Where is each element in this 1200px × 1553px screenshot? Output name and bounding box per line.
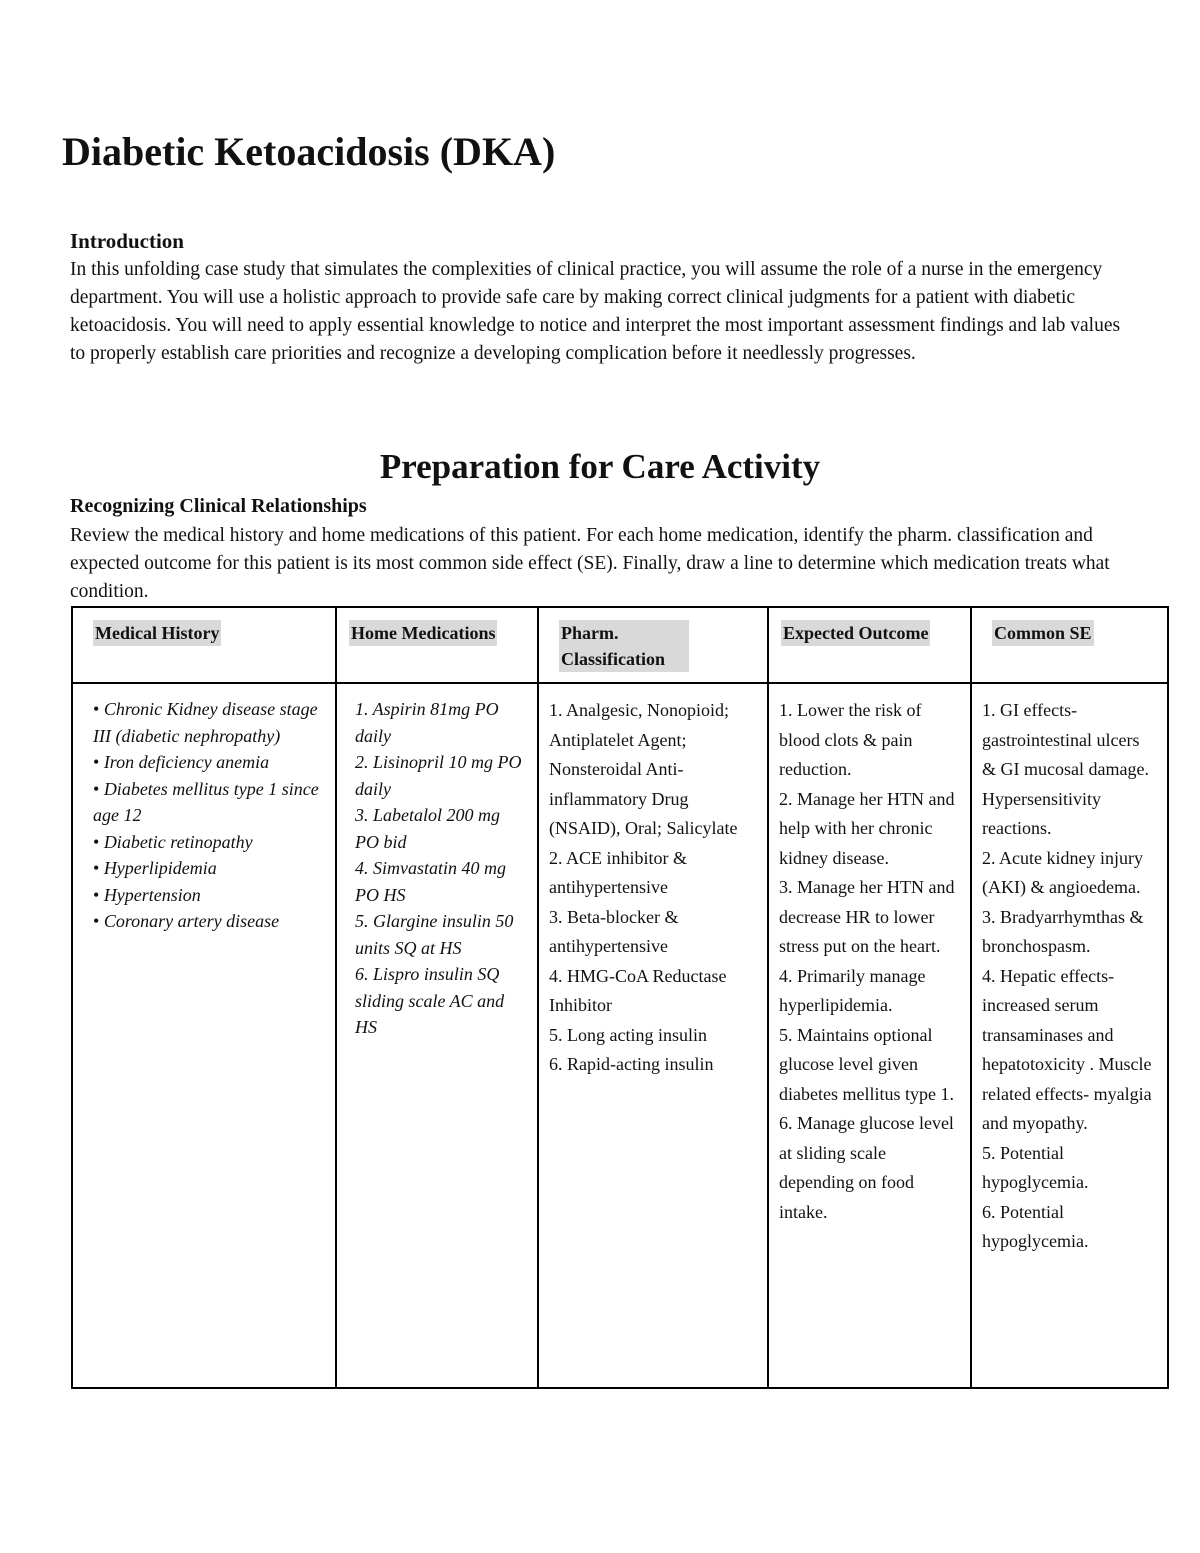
list-item: 6. Rapid-acting insulin xyxy=(549,1054,714,1074)
header-label: Medical History xyxy=(93,620,221,646)
bullet-icon: • xyxy=(93,884,100,905)
list-item: 3. Beta-blocker & antihypertensive xyxy=(549,906,679,956)
list-item: 2. Manage her HTN and help with her chronic kidney disease. xyxy=(779,788,955,868)
introduction-heading: Introduction xyxy=(70,229,184,253)
list-item: 6. Lispro insulin SQ sliding scale AC and HS xyxy=(355,964,505,1037)
home-medications-list xyxy=(337,696,537,1041)
list-item: 3. Labetalol 200 mg PO bid xyxy=(355,805,501,852)
bullet-icon: • xyxy=(93,778,100,799)
bullet-icon: • xyxy=(93,858,100,878)
list-item: • Iron deficiency anemia xyxy=(93,752,270,772)
pharm-classification-cell xyxy=(538,683,768,1388)
list-item: 4. Primarily manage hyperlipidemia. xyxy=(779,965,926,1015)
list-item: 5. Glargine insulin 50 units SQ at HS xyxy=(355,911,514,958)
home-medications-cell xyxy=(336,683,538,1388)
list-item: • Coronary artery disease xyxy=(93,911,280,931)
clinical-relationships-table xyxy=(71,606,1169,1389)
list-item: 2. ACE inhibitor & antihypertensive xyxy=(549,847,688,897)
list-item: 1. Lower the risk of blood clots & pain reduction. xyxy=(779,700,922,779)
section-title: Preparation for Care Activity xyxy=(379,447,821,486)
pharm-classification-list xyxy=(539,696,767,1080)
list-item: 1. GI effects- gastrointestinal ulcers & GI mucosal damage. Hypersensitivity reactions. xyxy=(982,700,1149,838)
list-item: • Diabetes mellitus type 1 since age 12 xyxy=(93,778,319,825)
list-item: 1. Analgesic, Nonopioid; Antiplatelet Agent; Nonsteroidal Anti-inflammatory Drug (NSAID), Oral; Salicylate xyxy=(549,700,738,838)
medical-history-list xyxy=(73,696,335,935)
list-item: 1. Aspirin 81mg PO daily xyxy=(355,699,499,746)
header-pharm-classification xyxy=(538,607,768,683)
list-item: 4. HMG-CoA Reductase Inhibitor xyxy=(549,965,727,1015)
table-header-row xyxy=(72,607,1168,683)
list-item: • Diabetic retinopathy xyxy=(93,831,253,852)
list-item: 4. Hepatic effects- increased serum transaminases and hepatotoxicity . Muscle related effects- myalgia and myopathy. xyxy=(982,965,1152,1133)
common-se-list xyxy=(972,696,1167,1257)
list-item: • Hyperlipidemia xyxy=(93,858,217,878)
header-label: Pharm. Classification xyxy=(559,620,689,672)
header-home-medications xyxy=(336,607,538,683)
section-subheading: Recognizing Clinical Relationships xyxy=(70,495,367,517)
list-item: 4. Simvastatin 40 mg PO HS xyxy=(355,858,506,905)
common-se-cell xyxy=(971,683,1168,1388)
medical-history-cell xyxy=(72,683,336,1388)
list-item: 5. Maintains optional glucose level given diabetes mellitus type 1. xyxy=(779,1024,954,1104)
section-instructions: Review the medical history and home medications of this patient. For each home medication, identify the pharm. classification and expected outcome for this patient is its most common side effect (SE). Finally, draw a line to determine which medication treats what condition. xyxy=(70,525,1110,602)
list-item: 3. Manage her HTN and decrease HR to lower stress put on the heart. xyxy=(779,877,955,956)
document-title: Diabetic Ketoacidosis (DKA) xyxy=(62,129,556,174)
list-item: 5. Long acting insulin xyxy=(549,1024,707,1045)
list-item: • Chronic Kidney disease stage III (diabetic nephropathy) xyxy=(93,699,318,746)
table-row xyxy=(72,683,1168,1388)
bullet-icon: • xyxy=(93,699,100,719)
header-expected-outcome xyxy=(768,607,971,683)
introduction-text: In this unfolding case study that simulates the complexities of clinical practice, you will assume the role of a nurse in the emergency department. You will use a holistic approach to provide safe care by making correct clinical judgments for a patient with diabetic ketoacidosis. You will need to apply essential knowledge to notice and interpret the most important assessment findings and lab values to properly establish care priorities and recognize a developing complication before it needlessly progresses. xyxy=(70,259,1121,364)
bullet-icon: • xyxy=(93,911,100,931)
list-item: 5. Potential hypoglycemia. xyxy=(982,1142,1089,1192)
header-medical-history xyxy=(72,607,336,683)
list-item: 6. Potential hypoglycemia. xyxy=(982,1201,1089,1251)
list-item: 2. Lisinopril 10 mg PO daily xyxy=(355,752,522,799)
header-common-se xyxy=(971,607,1168,683)
list-item: • Hypertension xyxy=(93,884,201,905)
bullet-icon: • xyxy=(93,831,100,852)
expected-outcome-cell xyxy=(768,683,971,1388)
list-item: 6. Manage glucose level at sliding scale depending on food intake. xyxy=(779,1113,954,1222)
bullet-icon: • xyxy=(93,752,100,772)
list-item: 3. Bradyarrhymthas & bronchospasm. xyxy=(982,906,1144,956)
header-label: Common SE xyxy=(992,620,1094,646)
expected-outcome-list xyxy=(769,696,970,1227)
list-item: 2. Acute kidney injury (AKI) & angioedema. xyxy=(982,847,1143,897)
header-label: Expected Outcome xyxy=(781,620,930,646)
header-label: Home Medications xyxy=(349,620,497,646)
